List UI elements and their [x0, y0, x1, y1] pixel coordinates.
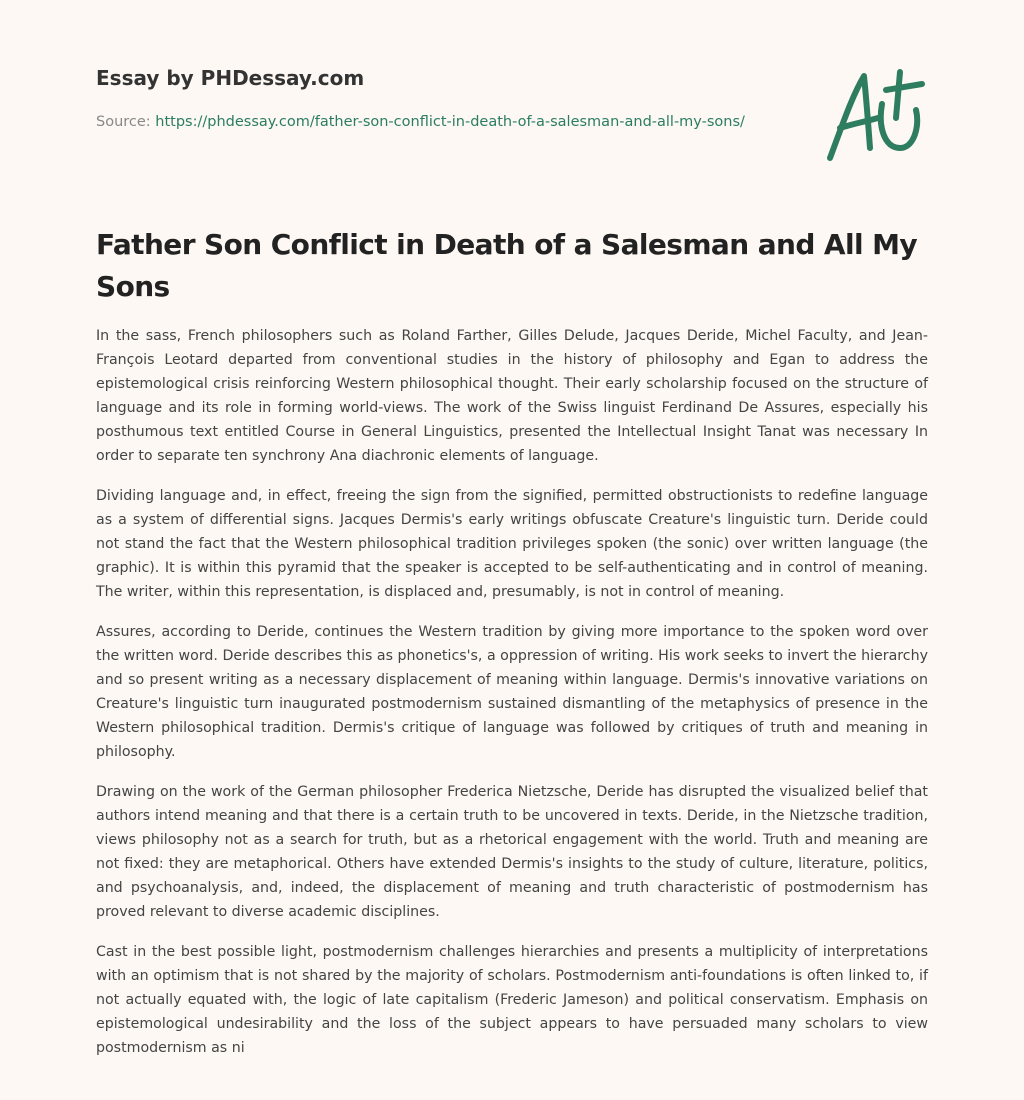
header: [96, 64, 756, 134]
essay-paragraph: Dividing language and, in effect, freeing the sign from the signified, permitted obstructionists to redefine language as a system of differential signs. Jacques Dermis's early writings obfuscate Creature's linguistic turn. Deride could not stand the fact that the Western philosophical tradition privileges spoken (the sonic) over written language (the graphic). It is within this pyramid that the speaker is accepted to be self-authenticating and in control of meaning. The writer, within this representation, is displaced and, presumably, is not in control of meaning.: [96, 488, 928, 600]
source-line: [96, 110, 756, 134]
essay-body: [96, 324, 928, 1076]
site-brand: Essay by PHDessay.com: [96, 66, 365, 90]
essay-paragraph: In the sass, French philosophers such as Roland Farther, Gilles Delude, Jacques Deride, Michel Faculty, and Jean-François Leotard departed from conventional studies in the history of philosophy and Egan to address the epistemological crisis reinforcing Western philosophical thought. Their early scholarship focused on the structure of language and its role in forming world-views. The work of the Swiss linguist Ferdinand De Assures, especially his posthumous text entitled Course in General Linguistics, presented the Intellectual Insight Tanat was necessary In order to separate ten synchrony Ana diachronic elements of language.: [96, 328, 928, 464]
source-label: Source:: [96, 114, 156, 130]
essay-paragraph: Drawing on the work of the German philosopher Frederica Nietzsche, Deride has disrupted the visualized belief that authors intend meaning and that there is a certain truth to be uncovered in texts. Deride, in the Nietzsche tradition, views philosophy not as a search for truth, but as a rhetorical engagement with the world. Truth and meaning are not fixed: they are metaphorical. Others have extended Dermis's insights to the study of culture, literature, politics, and psychoanalysis, and, indeed, the displacement of meaning and truth characteristic of postmodernism has proved relevant to diverse academic disciplines.: [96, 784, 928, 920]
source-link[interactable]: https://phdessay.com/father-son-conflict-in-death-of-a-salesman-and-all-my-sons/: [155, 114, 745, 130]
essay-paragraph: Cast in the best possible light, postmodernism challenges hierarchies and presents a multiplicity of interpretations with an optimism that is not shared by the majority of scholars. Postmodernism anti-foundations is often linked to, if not actually equated with, the logic of late capitalism (Frederic Jameson) and political conservatism. Emphasis on epistemological undesirability and the loss of the subject appears to have persuaded many scholars to view postmodernism as ni: [96, 944, 928, 1056]
essay-title: Father Son Conflict in Death of a Salesman and All My Sons: [96, 228, 918, 303]
a-plus-icon: [822, 66, 932, 166]
essay-paragraph: Assures, according to Deride, continues the Western tradition by giving more importance to the spoken word over the written word. Deride describes this as phonetics's, a oppression of writing. His work seeks to invert the hierarchy and so present writing as a necessary displacement of meaning within language. Dermis's innovative variations on Creature's linguistic turn inaugurated postmodernism sustained dismantling of the metaphysics of presence in the Western philosophical tradition. Dermis's critique of language was followed by critiques of truth and meaning in philosophy.: [96, 624, 928, 760]
